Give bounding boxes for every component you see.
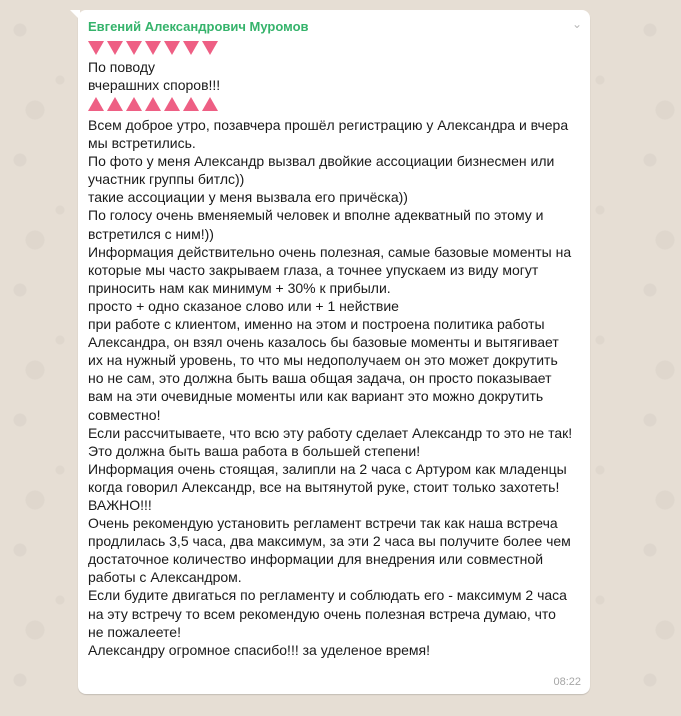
message-line: ВАЖНО!!! (88, 496, 152, 513)
red-triangle-up-icon (126, 97, 142, 111)
message-line: их на нужный уровень, то что мы недополучаем он это может докрутить (88, 352, 558, 369)
message-intro (88, 58, 586, 94)
red-triangle-up-icon (183, 97, 199, 111)
message-line: вчерашних споров!!! (88, 77, 221, 94)
message-line: Если будите двигаться по регламенту и соблюдать его - максимум 2 часа (88, 587, 567, 604)
message-line: которые мы часто закрываем глаза, а точнее упускаем из виду могут (88, 261, 539, 278)
red-triangle-up-icon (164, 97, 180, 111)
message-line: встретился с ним!)) (88, 225, 214, 242)
message-line: не пожалеете! (88, 623, 181, 640)
message-line: мы встретились. (88, 135, 196, 152)
message-line: По фото у меня Александр вызвал двойкие ассоциации бизнесмен или (88, 153, 555, 170)
message-line: Александру огромное спасибо!!! за уделеное время! (88, 641, 430, 658)
red-triangle-up-icon (107, 97, 123, 111)
red-triangle-up-icon (202, 97, 218, 111)
message-line: Информация действительно очень полезная, самые базовые моменты на (88, 243, 572, 260)
message-line: при работе с клиентом, именно на этом и построена политика работы (88, 316, 545, 333)
message-line: участник группы битлс)) (88, 171, 245, 188)
message-line: продлилась 3,5 часа, два максимум, за эти 2 часа вы получите более чем (88, 533, 571, 550)
message-line: но не сам, это должна быть ваша общая задача, он просто показывает (88, 370, 552, 387)
message-line: приносить нам как минимум + 30% к прибыли. (88, 279, 391, 296)
message-line: совместно! (88, 406, 161, 423)
message-line: на эту встречу то всем рекомендую очень полезная встреча думаю, что (88, 605, 556, 622)
message-line: По поводу (88, 59, 156, 75)
message-line: Александра, он взял очень казалось бы базовые моменты и вытягивает (88, 334, 559, 351)
red-triangle-down-icon (88, 41, 104, 55)
chevron-down-icon[interactable]: ⌄ (571, 17, 582, 31)
emoji-row-down (88, 40, 221, 56)
red-triangle-down-icon (202, 41, 218, 55)
red-triangle-down-icon (183, 41, 199, 55)
message-bubble[interactable] (78, 10, 590, 694)
message-line: Если рассчитываете, что всю эту работу сделает Александр то это не так! (88, 424, 573, 441)
message-line: работы с Александром. (88, 569, 242, 586)
message-line: достаточное количество информации для внедрения или совместной (88, 551, 544, 568)
message-body (88, 116, 586, 659)
red-triangle-down-icon (164, 41, 180, 55)
message-line: Очень рекомендую установить регламент встречи так как наша встреча (88, 515, 558, 532)
red-triangle-up-icon (145, 97, 161, 111)
emoji-row-up (88, 96, 221, 112)
message-line: Информация очень стоящая, залипли на 2 часа с Артуром как младенцы (88, 460, 567, 477)
message-line: Всем доброе утро, позавчера прошёл регистрацию у Александра и вчера (88, 117, 569, 133)
red-triangle-up-icon (88, 97, 104, 111)
message-line: такие ассоциации у меня вызвала его причёска)) (88, 189, 408, 206)
message-line: вам на эти очевидные моменты или как вариант это можно докрутить (88, 388, 544, 405)
red-triangle-down-icon (145, 41, 161, 55)
message-line: Это должна быть ваша работа в большей степени! (88, 442, 421, 459)
sender-name[interactable]: Евгений Александрович Муромов (88, 19, 309, 34)
red-triangle-down-icon (107, 41, 123, 55)
message-time: 08:22 (553, 676, 581, 688)
message-line: По голосу очень вменяемый человек и вполне адекватный по этому и (88, 207, 544, 224)
red-triangle-down-icon (126, 41, 142, 55)
message-line: просто + одно сказаное слово или + 1 нействие (88, 297, 399, 314)
message-line: когда говорил Александр, все на вытянутой руке, стоит только захотеть! (88, 478, 560, 495)
